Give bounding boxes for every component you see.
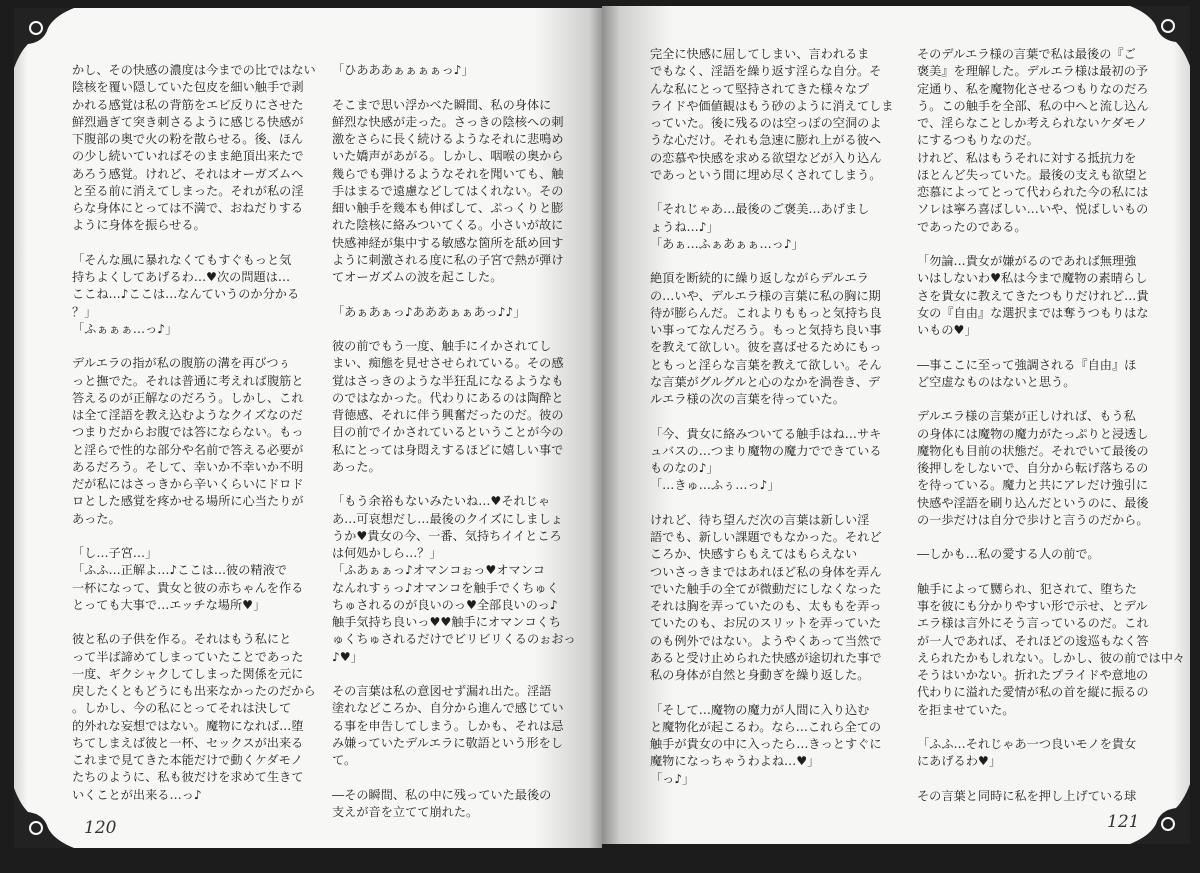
text-line: 絶頂を断続的に繰り返しながらデルエラ (650, 271, 869, 286)
text-line: デルエラ様の言葉が正しければ、もう私 (917, 409, 1136, 424)
text-line (917, 564, 1157, 581)
text-line: 激をさらに長く続けるようなそれに悲鳴め (332, 132, 564, 146)
text-line (72, 338, 312, 355)
corner-ornament-icon (14, 788, 74, 848)
text-line: 「ひあああぁぁぁぁっ♪」 (332, 63, 474, 77)
text-line: 「そして…魔物の魔力が人間に入り込む (650, 702, 870, 717)
text-line: 語でも、新しい課題でもなかった。それど (650, 530, 882, 544)
text-line: 代わりに溢れた愛情が私の首を縦に振るの (917, 685, 1149, 700)
text-line (917, 236, 1157, 253)
text-line: ここね…♪ここは…なんていうのか分かる (72, 287, 300, 302)
text-line (650, 184, 890, 201)
text-line: っと撫でた。それは普通に考えれば腹筋と (72, 373, 304, 388)
text-line: 「ふふ…正解よ…♪ここは…彼の精液で (72, 563, 287, 578)
text-line: の少し続いていればそのまま絶頂出来たで (72, 149, 304, 164)
text-line: と魔物化が起こるわ。なら…これら全ての (650, 719, 882, 734)
text-line: 彼と私の子供を作る。それはもう私にと (72, 632, 292, 647)
text-line: その言葉と同時に私を押し上げている球 (917, 788, 1137, 803)
text-line: 魔物になっちゃうわよね…♥」 (650, 754, 820, 769)
text-line (917, 339, 1157, 356)
text-line: 触手気持ち良いっ♥♥触手にオマンコくち (332, 615, 562, 629)
text-line: けれど、私はもうそれに対する抵抗力を (917, 150, 1137, 165)
text-line: ？」 (72, 304, 97, 319)
text-line: ど空虚なものはないと思う。 (917, 374, 1076, 389)
text-line: は何処かしら…？」 (332, 546, 442, 560)
text-line: 魔物化も目前の状態だ。それでいて最後の (917, 443, 1149, 458)
text-line: 塗れなどころか、自分から進んで感じてい (332, 701, 564, 716)
text-line: 「それじゃあ…最後のご褒美…あげまし (650, 202, 870, 217)
text-line: てオーガズムの波を起こした。 (332, 270, 503, 284)
text-line: あろう感覚。けれど、それはオーガズムへ (72, 166, 304, 181)
text-line (917, 391, 1157, 408)
text-line: 「あぁ…ふぁあぁぁ…っ♪」 (650, 236, 804, 251)
text-line: 完全に快感に屈してしまい、言われるま (650, 47, 870, 61)
text-line: いはしないわ♥私は今まで魔物の素晴らし (917, 271, 1148, 286)
text-line: 事を彼にも分かりやすい形で示せ、とデル (917, 599, 1148, 613)
text-line: かれる感覚は私の背筋をエビ反りにさせた (72, 97, 304, 112)
text-line: 持ちよくしてあげるわ…♥次の問題は… (72, 270, 291, 284)
text-line: ついさっきまではあれほど私の身体を弄ん (650, 564, 882, 579)
text-line: うな心だけ。それも急速に膨れ上がる彼へ (650, 133, 882, 148)
text-line: たちのように、私も彼だけを求めて生きて (72, 770, 304, 785)
text-line (332, 769, 572, 786)
text-line (332, 666, 572, 683)
text-line: 「勿論…貴女が嫌がるのであれば無理強 (917, 254, 1137, 268)
text-line: ライドや価値観はもう砂のように消えてしま (650, 98, 894, 113)
text-line: けれど、待ち望んだ次の言葉は新しい淫 (650, 512, 870, 527)
text-line: 触手によって嬲られ、犯されて、堕ちた (917, 581, 1137, 596)
text-line: 定通り、私を魔物化させるつもりなのだろ (917, 81, 1149, 96)
text-line: 「…きゅ…ふぅ…っ♪」 (650, 478, 780, 493)
left-page (14, 8, 602, 848)
text-line (72, 528, 312, 545)
text-line: あった。 (332, 459, 381, 474)
text-line: 快感や淫語を刷り込んだというのに、最後 (917, 495, 1149, 510)
text-line: る事を申告してしまう。しかも、それは忌 (332, 718, 564, 733)
text-line (917, 719, 1157, 736)
text-line: そのデルエラ様の言葉で私は最後の『ご (917, 47, 1136, 61)
text-line: にするつもりなのだ。 (917, 133, 1039, 148)
text-line (72, 614, 312, 631)
text-line: と至る前に消えてしまった。それが私の淫 (72, 183, 304, 198)
text-line: ていたのも、お尻のスリットを弄っていた (650, 616, 882, 631)
text-line: 「し…子宮…」 (72, 546, 158, 560)
text-line: 後押しをしないで、自分から転げ落ちるの (917, 461, 1149, 475)
text-line: ものなの♪」 (650, 461, 719, 475)
text-line: と淫らで性的な部分や名前で答える必要が (72, 442, 304, 457)
text-line: 快感神経が集中する敏感な箇所を舐め回す (332, 235, 564, 250)
text-line: ように身体を振らせる。 (72, 218, 206, 233)
text-line: でいた触手の全てが微動だにしなくなった (650, 581, 882, 596)
text-line: のも例外ではない。ようやくあって当然で (650, 633, 882, 648)
text-line (650, 684, 890, 701)
text-line: 待が膨らんだ。これよりももっと気持ち良 (650, 305, 882, 320)
text-column-left-1 (72, 62, 316, 804)
text-line: その言葉は私の意図せず漏れ出た。淫語 (332, 684, 552, 698)
text-line: ゅくちゅされるだけでビリビリくるのぉおっ (332, 632, 576, 647)
text-line (332, 79, 572, 96)
text-line: いくことが出来る…っ♪ (72, 787, 202, 802)
text-line (650, 253, 890, 270)
text-line: 細い触手を幾本も伸ばして、ぷっくりと膨 (332, 201, 564, 215)
text-line: あった。 (72, 511, 121, 526)
text-line: 女の『自由』な選択までは奪うつもりはな (917, 305, 1149, 320)
text-line: であっという間に埋め尽くされてしまう。 (650, 167, 882, 182)
text-column-left-2 (332, 62, 576, 821)
text-line: でもなく、淫語を繰り返す淫らな自分。そ (650, 64, 882, 79)
text-line: 「そんな風に暴れなくてもすぐもっと気 (72, 252, 292, 267)
text-line: 「ふあぁぁっ♪オマンコぉっ♥オマンコ (332, 563, 546, 578)
text-line: を拒ませていた。 (917, 702, 1015, 717)
text-line: 的外れな妄想ではない。魔物になれば…堕 (72, 718, 304, 733)
text-column-right-2 (917, 46, 1186, 805)
text-line: は全て淫語を教え込むようなクイズなのだ (72, 408, 303, 422)
text-line: れた陰核に絡みついてくる。小さいが故に (332, 218, 564, 233)
text-line: 褒美』を理解した。デルエラ様は最初の予 (917, 64, 1148, 79)
page-number: 120 (84, 818, 117, 838)
text-line: デルエラの指が私の腹筋の溝を再びつぅ (72, 356, 291, 371)
text-line (332, 286, 572, 303)
text-line: あるだろう。そして、幸いか不幸いか不明 (72, 459, 304, 474)
text-line: う。この触手を全部、私の中へと流し込ん (917, 98, 1149, 113)
text-line: を教えて欲しい。彼を喜ばせるためにもっ (650, 340, 882, 355)
text-line: だが私にはさっきから辛いくらいにドロド (72, 477, 304, 491)
text-line: あ…可哀想だし…最後のクイズにしましょ (332, 511, 563, 526)
text-line: が一人であれば、それほどの逡巡もなく答 (917, 633, 1149, 648)
text-line: ―しかも…私の愛する人の前で。 (917, 547, 1100, 562)
text-line: なんれすぅっ♪オマンコを触手でくちゅく (332, 580, 559, 595)
text-line: 「あぁあぁっ♪あああぁぁあっ♪♪」 (332, 304, 526, 319)
text-line: まい、痴態を見せさせられている。その感 (332, 356, 564, 371)
text-line: 目の前でイかされているということが今の (332, 425, 564, 440)
text-line: 戻したくともどうにも出来なかったのだから (72, 684, 316, 698)
text-line: いもの♥」 (917, 323, 977, 337)
text-line: 手はまるで遠慮などしてはくれない。その (332, 183, 564, 198)
text-line: んな私にとって堅持されてきた様々なプ (650, 81, 870, 96)
text-line: にあげるわ♥」 (917, 754, 1002, 769)
text-line: 覚はさっきのような半狂乱になるようなも (332, 373, 564, 388)
text-line: ロとした感覚を疼かせる場所に心当たりが (72, 494, 304, 509)
text-line: 陰核を覆い隠していた包皮を細い触手で剥 (72, 80, 304, 95)
text-line (332, 321, 572, 338)
text-line: ころか、快感すらもえてはもらえない (650, 547, 858, 562)
text-line: ちてしまえば彼と一杯、セックスが出来る (72, 735, 304, 750)
text-line: うか♥貴女の今、一番、気持ちイイところ (332, 528, 562, 543)
text-line: な言葉がグルグルと心のなかを渦巻き、デ (650, 374, 881, 389)
text-line: の…いや、デルエラ様の言葉に私の胸に期 (650, 288, 881, 303)
text-line: そこまで思い浮かべた瞬間、私の身体に (332, 97, 552, 112)
text-line: 「もう余裕もないみたいね…♥それじゃ (332, 494, 551, 509)
text-line: かし、その快感の濃度は今までの比ではない (72, 63, 316, 77)
text-line: の一歩だけは自分で歩けと言うのだから。 (917, 512, 1149, 527)
text-line (72, 235, 312, 252)
text-line: ルエラ様の次の言葉を待っていた。 (650, 392, 845, 406)
text-line: て。 (332, 753, 357, 767)
text-line: を待っている。魔力と共にアレだけ強引に (917, 478, 1149, 493)
text-line: み嫌っていたデルエラに敬語という形をし (332, 735, 563, 750)
text-line: 。しかし、今の私にとってそれは決して (72, 701, 292, 716)
text-line: 下腹部の奥で火の粉を散らせる。後、ほん (72, 132, 304, 146)
corner-ornament-icon (14, 8, 74, 68)
text-line: そうはいかない。折れたプライドや意地の (917, 668, 1149, 682)
text-line: つまりだからお腹では答にならない。もっ (72, 425, 304, 440)
text-line: 一杯になって、貴女と彼の赤ちゃんを作る (72, 580, 304, 595)
text-line: 鮮烈過ぎて突き刺さるように感じる快感が (72, 114, 304, 129)
text-line: ♪♥」 (332, 649, 363, 664)
text-line: ソレは寧ろ喜ばしい…いや、悦ばしいもの (917, 202, 1149, 217)
text-line: ―その瞬間、私の中に残っていた最後の (332, 787, 552, 802)
text-line: エラ様は言外にそう言っているのだ。これ (917, 616, 1149, 631)
text-line: 「っ♪」 (650, 771, 695, 786)
text-column-right-1 (650, 46, 894, 788)
text-line (332, 476, 572, 493)
right-page (602, 6, 1190, 844)
text-line: 彼の前でもう一度、触手にイかされてし (332, 339, 552, 353)
text-line: 恋慕によってとって代わられた今の私には (917, 185, 1149, 199)
text-line: のではなかった。代わりにあるのは陶酔と (332, 390, 564, 405)
text-line: の身体には魔物の魔力がたっぷりと浸透し (917, 426, 1149, 441)
text-line: 背徳感、それに伴う興奮だったのだ。彼の (332, 408, 564, 422)
text-line: で、淫らなことしか考えられないケダモノ (917, 116, 1148, 130)
text-line: 答えるのが正解なのだろう。しかし、これ (72, 390, 304, 405)
text-line: 一度、ギクシャクしてしまった関係を元に (72, 666, 304, 681)
text-line: ょうね…♪」 (650, 219, 719, 234)
text-line: 「今、貴女に絡みついてる触手はね…サキ (650, 426, 882, 441)
text-line: ともっと淫らな言葉を教えて欲しい。そん (650, 357, 882, 372)
text-line: 「ふふ…それじゃあ一つ良いモノを貴女 (917, 737, 1137, 751)
text-line: それは胸を弄っていたのも、太ももを弄っ (650, 599, 882, 613)
text-line: の恋慕や快感を求める欲望などが入り込ん (650, 150, 882, 165)
text-line: 私の身体が自然と身動ぎを繰り返した。 (650, 668, 870, 682)
text-line (650, 408, 890, 425)
text-line: 支えが音を立てて崩れた。 (332, 804, 479, 819)
text-line (917, 529, 1157, 546)
text-line: さを貴女に教えてきたつもりだけれど…貴 (917, 288, 1149, 303)
text-line: って半ば諦めてしまっていたことであった (72, 649, 304, 664)
text-line: 鮮烈な快感が走った。さっきの陰核への刺 (332, 114, 564, 129)
page-number: 121 (1107, 812, 1140, 832)
text-line: えられたかもしれない。しかし、彼の前では中々 (917, 650, 1186, 665)
text-line: ほとんど失っていた。最後の支えも欲望と (917, 167, 1149, 182)
text-line: ちゅされるのが良いのっ♥全部良いのっ♪ (332, 597, 558, 612)
text-line: 触手が貴女の中に入ったら…きっとすぐに (650, 737, 882, 751)
text-line: い事ってなんだろう。もっと気持ち良い事 (650, 323, 882, 337)
text-line (650, 495, 890, 512)
text-line: らな身体にとっては不満で、おねだりする (72, 201, 304, 215)
text-line: 「ふぁぁぁ…っ♪」 (72, 321, 178, 336)
text-line: 私にとっては身悶えするほどに嬉しい事で (332, 442, 564, 457)
text-line: ように刺激される度に私の子宮で熱が弾け (332, 252, 564, 267)
text-line: いた嬌声があがる。しかし、咽喉の奥から (332, 149, 564, 164)
text-line: であったのである。 (917, 219, 1027, 234)
text-line (917, 771, 1157, 788)
text-line: ュバスの…つまり魔物の魔力でできている (650, 443, 882, 458)
text-line: あると受け止められた快感が途切れた事で (650, 650, 882, 665)
text-line: ―事ここに至って強調される『自由』ほ (917, 357, 1137, 372)
text-line: 幾らでも弾けるようなそれを聞いても、触 (332, 166, 564, 181)
text-line: とっても大事で…エッチな場所♥」 (72, 597, 266, 612)
text-line: っていた。後に残るのは空っぽの空洞のよ (650, 116, 882, 130)
text-line: これまで見てきた本能だけで動くケダモノ (72, 753, 303, 767)
